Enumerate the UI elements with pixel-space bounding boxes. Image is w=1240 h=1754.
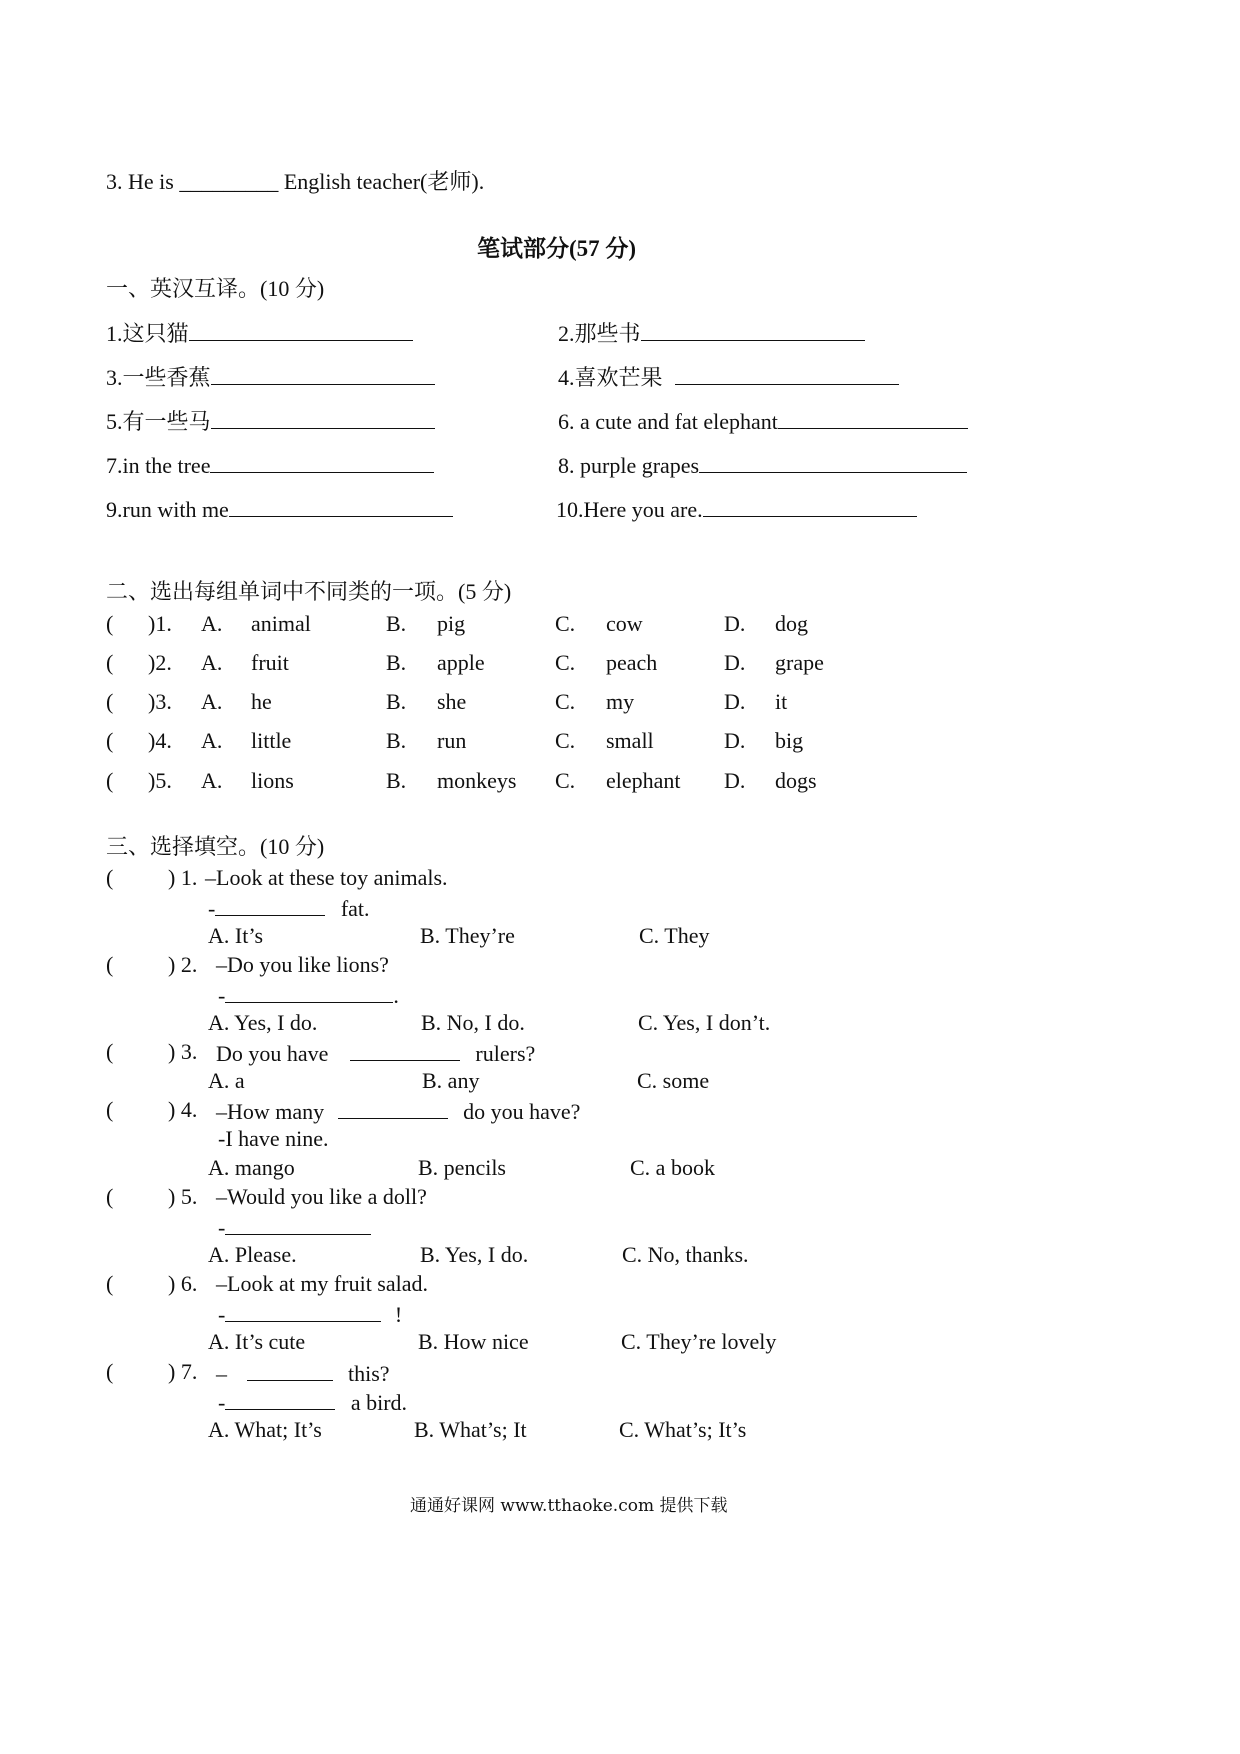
footer-credit: 通通好课网 www.tthaoke.com 提供下载 bbox=[410, 1496, 728, 1516]
option-word: peach bbox=[606, 650, 658, 675]
option-word: fruit bbox=[251, 650, 289, 675]
option-c: C. some bbox=[637, 1068, 710, 1093]
option-word: little bbox=[251, 728, 292, 753]
option-word: dogs bbox=[775, 768, 817, 793]
option-b: B. any bbox=[422, 1068, 480, 1093]
option-c: C. No, thanks. bbox=[622, 1242, 749, 1267]
question-3-blank[interactable]: _________ bbox=[179, 169, 279, 194]
question-text: –Do you like lions? bbox=[216, 952, 389, 977]
option-letter: C. bbox=[555, 768, 576, 793]
question-text: –How many do you have? bbox=[216, 1096, 580, 1126]
option-word: my bbox=[606, 689, 635, 714]
translation-item: 6. a cute and fat elephant bbox=[558, 406, 968, 436]
translation-item: 8. purple grapes bbox=[558, 450, 967, 480]
option-a: A. What; It’s bbox=[208, 1417, 322, 1442]
row-number: )3. bbox=[148, 689, 172, 714]
answer-blank[interactable] bbox=[641, 318, 865, 341]
option-letter: B. bbox=[386, 728, 407, 753]
answer-paren[interactable]: ( bbox=[106, 1184, 114, 1209]
option-b: B. pencils bbox=[418, 1155, 506, 1180]
answer-paren[interactable]: ( bbox=[106, 1271, 114, 1296]
question-3-suffix: English teacher(老师). bbox=[278, 169, 485, 194]
option-b: B. What’s; It bbox=[414, 1417, 527, 1442]
option-letter: D. bbox=[724, 611, 746, 636]
answer-paren[interactable]: ( bbox=[106, 1039, 114, 1064]
answer-blank[interactable] bbox=[229, 494, 453, 517]
question-text: –Look at these toy animals. bbox=[205, 865, 448, 890]
question-number: ) 1. bbox=[168, 865, 198, 890]
row-number: )5. bbox=[148, 768, 172, 793]
answer-blank[interactable] bbox=[225, 1387, 335, 1410]
translation-item: 9.run with me bbox=[106, 494, 453, 524]
option-letter: B. bbox=[386, 768, 407, 793]
option-letter: D. bbox=[724, 650, 746, 675]
question-3-line bbox=[106, 168, 484, 196]
answer-paren[interactable]: ( bbox=[106, 611, 114, 636]
answer-paren[interactable]: ( bbox=[106, 1359, 114, 1384]
option-word: she bbox=[437, 689, 467, 714]
option-word: monkeys bbox=[437, 768, 517, 793]
option-b: B. No, I do. bbox=[421, 1010, 525, 1035]
option-word: dog bbox=[775, 611, 808, 636]
question-number: ) 7. bbox=[168, 1359, 198, 1384]
section1-title: 一、英汉互译。(10 分) bbox=[106, 276, 325, 301]
answer-paren[interactable]: ( bbox=[106, 865, 114, 890]
answer-paren[interactable]: ( bbox=[106, 952, 114, 977]
option-letter: A. bbox=[201, 689, 223, 714]
option-letter: B. bbox=[386, 689, 407, 714]
option-a: A. mango bbox=[208, 1155, 295, 1180]
option-c: C. They’re lovely bbox=[621, 1329, 777, 1354]
option-letter: D. bbox=[724, 728, 746, 753]
answer-blank[interactable] bbox=[675, 362, 899, 385]
option-letter: B. bbox=[386, 650, 407, 675]
answer-blank[interactable] bbox=[703, 494, 917, 517]
option-word: big bbox=[775, 728, 804, 753]
option-c: C. Yes, I don’t. bbox=[638, 1010, 771, 1035]
answer-blank[interactable] bbox=[225, 1299, 381, 1322]
row-number: )4. bbox=[148, 728, 172, 753]
option-letter: D. bbox=[724, 689, 746, 714]
option-letter: A. bbox=[201, 768, 223, 793]
option-letter: C. bbox=[555, 650, 576, 675]
answer-paren[interactable]: ( bbox=[106, 1097, 114, 1122]
translation-item: 3.一些香蕉 bbox=[106, 362, 435, 392]
answer-paren[interactable]: ( bbox=[106, 689, 114, 714]
response-line: - fat. bbox=[208, 893, 370, 923]
section2-title: 二、选出每组单词中不同类的一项。(5 分) bbox=[106, 579, 512, 604]
translation-item: 1.这只猫 bbox=[106, 318, 413, 348]
question-text: –Look at my fruit salad. bbox=[216, 1271, 429, 1296]
section3-title: 三、选择填空。(10 分) bbox=[106, 834, 325, 859]
translation-item: 5.有一些马 bbox=[106, 406, 435, 436]
answer-paren[interactable]: ( bbox=[106, 728, 114, 753]
option-word: run bbox=[437, 728, 467, 753]
question-3-prefix: 3. He is bbox=[106, 169, 180, 194]
answer-blank[interactable] bbox=[225, 1212, 371, 1235]
option-letter: B. bbox=[386, 611, 407, 636]
answer-blank[interactable] bbox=[211, 406, 435, 429]
option-a: A. It’s cute bbox=[208, 1329, 306, 1354]
question-text: –Would you like a doll? bbox=[216, 1184, 427, 1209]
option-letter: D. bbox=[724, 768, 746, 793]
option-c: C. a book bbox=[630, 1155, 715, 1180]
response-line: - . bbox=[218, 980, 399, 1010]
question-number: ) 6. bbox=[168, 1271, 198, 1296]
option-b: B. Yes, I do. bbox=[420, 1242, 529, 1267]
answer-blank[interactable] bbox=[189, 318, 413, 341]
option-a: A. Please. bbox=[208, 1242, 297, 1267]
answer-paren[interactable]: ( bbox=[106, 650, 114, 675]
question-number: ) 3. bbox=[168, 1039, 198, 1064]
row-number: )1. bbox=[148, 611, 172, 636]
response-line: - ! bbox=[218, 1299, 402, 1329]
option-word: he bbox=[251, 689, 272, 714]
answer-blank[interactable] bbox=[350, 1038, 460, 1061]
option-letter: C. bbox=[555, 728, 576, 753]
answer-blank[interactable] bbox=[699, 450, 967, 473]
option-word: grape bbox=[775, 650, 824, 675]
option-letter: C. bbox=[555, 611, 576, 636]
answer-blank[interactable] bbox=[215, 893, 325, 916]
option-b: B. They’re bbox=[420, 923, 515, 948]
answer-blank[interactable] bbox=[338, 1096, 448, 1119]
option-word: cow bbox=[606, 611, 643, 636]
option-c: C. What’s; It’s bbox=[619, 1417, 747, 1442]
translation-item: 10.Here you are. bbox=[556, 494, 917, 524]
option-c: C. They bbox=[639, 923, 710, 948]
option-b: B. How nice bbox=[418, 1329, 529, 1354]
question-text: Do you have rulers? bbox=[216, 1038, 535, 1068]
question-number: ) 4. bbox=[168, 1097, 198, 1122]
translation-item: 2.那些书 bbox=[558, 318, 865, 348]
option-a: A. a bbox=[208, 1068, 245, 1093]
option-letter: A. bbox=[201, 611, 223, 636]
option-word: pig bbox=[437, 611, 466, 636]
option-a: A. It’s bbox=[208, 923, 263, 948]
response-line: - a bird. bbox=[218, 1387, 407, 1417]
question-number: ) 2. bbox=[168, 952, 198, 977]
option-letter: A. bbox=[201, 650, 223, 675]
option-word: animal bbox=[251, 611, 311, 636]
answer-blank[interactable] bbox=[247, 1358, 333, 1381]
answer-blank[interactable] bbox=[211, 362, 435, 385]
question-number: ) 5. bbox=[168, 1184, 198, 1209]
option-word: it bbox=[775, 689, 788, 714]
option-word: elephant bbox=[606, 768, 681, 793]
response-line: - bbox=[218, 1212, 371, 1242]
row-number: )2. bbox=[148, 650, 172, 675]
translation-item: 4.喜欢芒果 bbox=[558, 362, 899, 392]
option-word: apple bbox=[437, 650, 485, 675]
written-section-title: 笔试部分(57 分) bbox=[477, 236, 637, 261]
translation-item: 7.in the tree bbox=[106, 450, 434, 480]
option-word: small bbox=[606, 728, 654, 753]
answer-blank[interactable] bbox=[210, 450, 434, 473]
response-text: -I have nine. bbox=[218, 1126, 329, 1151]
option-letter: A. bbox=[201, 728, 223, 753]
answer-blank[interactable] bbox=[225, 980, 393, 1003]
answer-paren[interactable]: ( bbox=[106, 768, 114, 793]
option-a: A. Yes, I do. bbox=[208, 1010, 318, 1035]
answer-blank[interactable] bbox=[778, 406, 968, 429]
option-letter: C. bbox=[555, 689, 576, 714]
option-word: lions bbox=[251, 768, 294, 793]
question-text: – this? bbox=[216, 1358, 390, 1388]
